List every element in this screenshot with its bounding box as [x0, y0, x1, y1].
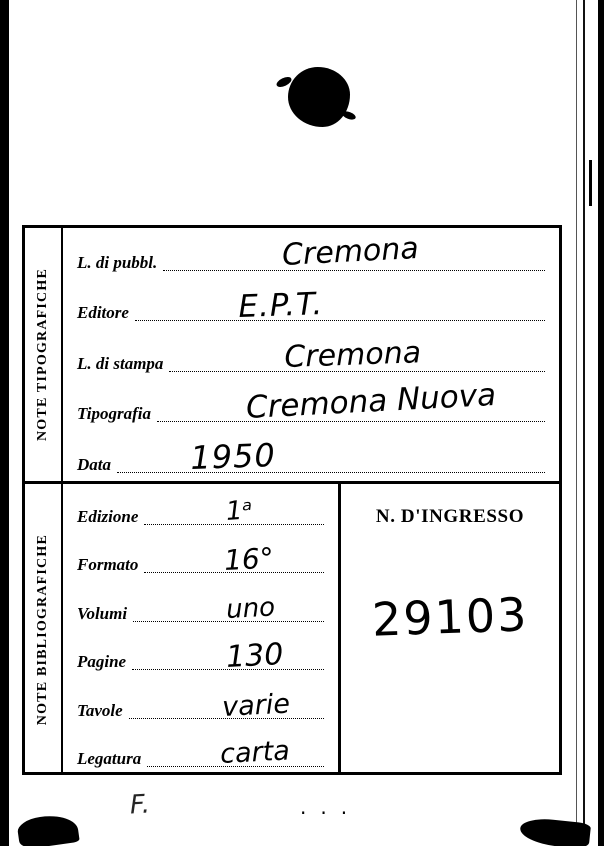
field-row-legatura: [63, 727, 338, 776]
field-handwritten-value: 1950: [189, 436, 277, 477]
field-label: Pagine: [77, 652, 127, 671]
field-handwritten-value: 130: [225, 637, 285, 675]
field-dotted-rule: [135, 319, 545, 321]
field-handwritten-value: uno: [225, 591, 276, 625]
section-label-note-bibliografiche: [25, 484, 63, 775]
field-label: L. di pubbl.: [77, 252, 158, 272]
note-tipografiche-rows: [63, 228, 559, 481]
scan-bottom-smudge-left: [16, 812, 80, 846]
field-row-editore: [63, 279, 559, 330]
field-row-tavole: [63, 678, 338, 727]
note-bibliografiche-rows: [63, 484, 341, 775]
numero-ingresso-title: N. D'INGRESSO: [375, 506, 525, 527]
section-note-bibliografiche: [25, 484, 559, 775]
bottom-handwritten-annotation-dots: ...: [300, 795, 362, 819]
field-label: L. di stampa: [77, 353, 164, 373]
numero-ingresso-value: 29103: [370, 587, 530, 647]
field-handwritten-value: varie: [221, 687, 291, 723]
field-handwritten-value: Cremona: [281, 230, 420, 273]
scan-edge-left: [0, 0, 9, 846]
field-label: Editore: [77, 303, 129, 323]
ink-blot-tail-secondary-icon: [341, 110, 357, 121]
section-label-note-tipografiche: [25, 228, 63, 481]
field-row-tipografia: [63, 377, 559, 431]
field-row-pagine: [63, 630, 338, 679]
field-row-edizione: [63, 484, 338, 533]
section-label-text: NOTE BIBLIOGRAFICHE: [35, 533, 50, 726]
field-handwritten-value: Cremona Nuova: [245, 377, 497, 427]
field-label: Legatura: [77, 749, 142, 768]
field-handwritten-value: 16°: [223, 541, 275, 577]
catalog-card: [22, 225, 562, 775]
field-label: Tipografia: [77, 404, 151, 424]
field-row-volumi: [63, 581, 338, 630]
field-row-luogo-pubblicazione: [63, 228, 559, 279]
section-label-text: NOTE TIPOGRAFICHE: [35, 268, 50, 441]
field-label: Volumi: [77, 603, 128, 623]
scan-bottom-smudge-right: [519, 816, 591, 846]
field-dotted-rule: [157, 420, 545, 422]
field-row-formato: [63, 533, 338, 582]
scan-edge-right: [598, 0, 604, 846]
scan-speck: [589, 160, 592, 206]
field-label: Edizione: [77, 506, 139, 526]
field-handwritten-value: Cremona: [283, 335, 422, 375]
bottom-handwritten-annotation: F.: [129, 789, 151, 821]
field-label: Data: [77, 454, 111, 474]
field-handwritten-value: E.P.T.: [237, 286, 324, 326]
panel-numero-ingresso: [341, 484, 559, 775]
field-label: Tavole: [77, 700, 123, 720]
field-label: Formato: [77, 555, 139, 574]
field-handwritten-value: 1ᵃ: [224, 494, 254, 527]
field-dotted-rule: [117, 471, 545, 473]
field-row-luogo-stampa: [63, 329, 559, 380]
ink-blot-icon: [288, 67, 350, 127]
field-row-data: [63, 430, 559, 481]
field-handwritten-value: carta: [219, 735, 291, 770]
section-note-tipografiche: [25, 228, 559, 484]
scan-rule-right: [583, 0, 585, 846]
scan-rule-right-secondary: [576, 0, 577, 846]
